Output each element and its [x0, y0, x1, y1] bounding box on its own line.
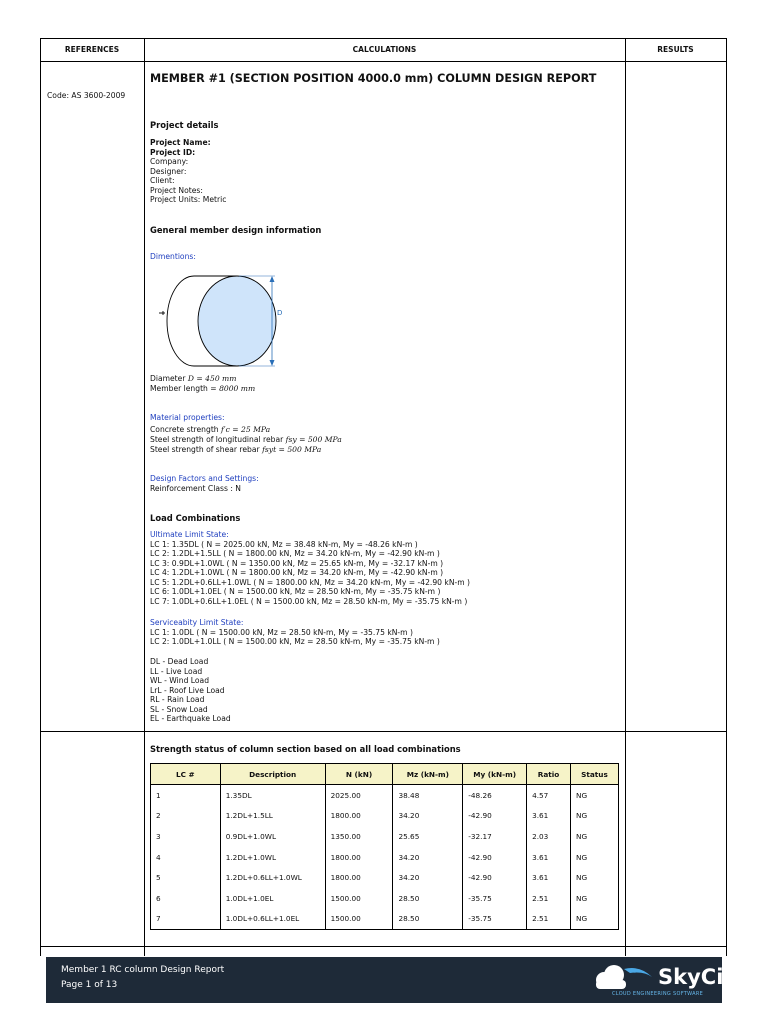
footer-page-number: Page 1 of 13: [61, 980, 118, 990]
grid-divider-results: [625, 38, 626, 956]
cell-lc: 7: [151, 909, 221, 930]
shear-rebar-value: fsyt = 500 MPa: [262, 445, 322, 454]
cell-my: -42.90: [463, 847, 527, 868]
cell-mz: 28.50: [393, 909, 463, 930]
sls-line: LC 1: 1.0DL ( N = 1500.00 kN, Mz = 28.50 kN-m, My = -35.75 kN-m ): [150, 627, 413, 637]
table-row: [151, 867, 619, 888]
cell-lc: 3: [151, 826, 221, 847]
designer-label: Designer:: [150, 166, 187, 176]
skyciv-logo-tagline: CLOUD ENGINEERING SOFTWARE: [612, 991, 704, 997]
cell-mz: 34.20: [393, 806, 463, 827]
cell-description: 1.2DL+1.0WL: [220, 847, 325, 868]
cell-mz: 38.48: [393, 785, 463, 806]
project-details-heading: Project details: [150, 120, 219, 130]
column-header-status: Status: [570, 764, 618, 785]
dimentions-label: Dimentions:: [150, 252, 196, 261]
cell-my: -42.90: [463, 806, 527, 827]
cell-n: 1350.00: [325, 826, 393, 847]
grid-bottom-rule: [40, 946, 727, 947]
member-length-line: [150, 384, 255, 394]
cell-mz: 34.20: [393, 847, 463, 868]
cell-lc: 5: [151, 867, 221, 888]
cell-my: -35.75: [463, 909, 527, 930]
reinforcement-class: Reinforcement Class : N: [150, 484, 241, 493]
diameter-line: [150, 374, 236, 384]
concrete-strength-line: [150, 425, 270, 435]
long-rebar-value: fsy = 500 MPa: [285, 435, 342, 444]
load-legend-item: LrL - Roof Live Load: [150, 685, 225, 695]
cell-description: 1.2DL+1.5LL: [220, 806, 325, 827]
cell-ratio: 2.03: [527, 826, 571, 847]
concrete-strength-prefix: Concrete strength: [150, 425, 219, 434]
table-header-row: [151, 764, 619, 785]
long-rebar-prefix: Steel strength of longitudinal rebar: [150, 435, 284, 444]
cell-lc: 4: [151, 847, 221, 868]
cell-status: NG: [570, 888, 618, 909]
load-legend-item: EL - Earthquake Load: [150, 714, 231, 723]
cell-description: 1.0DL+0.6LL+1.0EL: [220, 909, 325, 930]
company-label: Company:: [150, 157, 189, 166]
table-row: [151, 909, 619, 930]
cell-my: -48.26: [463, 785, 527, 806]
cell-ratio: 4.57: [527, 785, 571, 806]
cell-my: -42.90: [463, 867, 527, 888]
project-name-label: Project Name:: [150, 138, 211, 147]
project-notes-label: Project Notes:: [150, 185, 203, 195]
uls-heading: Ultimate Limit State:: [150, 530, 229, 539]
column-header-ratio: Ratio: [527, 764, 571, 785]
cell-n: 1800.00: [325, 847, 393, 868]
cell-status: NG: [570, 867, 618, 888]
grid-border-left: [40, 38, 41, 956]
cell-ratio: 2.51: [527, 909, 571, 930]
cell-status: NG: [570, 847, 618, 868]
material-heading: Material properties:: [150, 413, 225, 422]
design-factors-heading: Design Factors and Settings:: [150, 474, 259, 483]
load-legend-item: RL - Rain Load: [150, 695, 205, 704]
cell-status: NG: [570, 909, 618, 930]
uls-line: LC 5: 1.2DL+0.6LL+1.0WL ( N = 1800.00 kN, Mz = 34.20 kN-m, My = -42.90 kN-m ): [150, 577, 471, 587]
member-length-value: 8000 mm: [219, 384, 256, 393]
load-legend-item: SL - Snow Load: [150, 704, 208, 714]
cell-status: NG: [570, 785, 618, 806]
cell-description: 0.9DL+1.0WL: [220, 826, 325, 847]
footer-report-name: Member 1 RC column Design Report: [61, 965, 225, 975]
uls-line: LC 1: 1.35DL ( N = 2025.00 kN, Mz = 38.48 kN-m, My = -48.26 kN-m ): [150, 539, 418, 549]
grid-border-right: [726, 38, 727, 956]
cell-n: 1800.00: [325, 806, 393, 827]
code-reference: Code: AS 3600-2009: [47, 91, 126, 100]
project-units-label: Project Units: Metric: [150, 195, 227, 204]
cell-my: -32.17: [463, 826, 527, 847]
table-row: [151, 826, 619, 847]
cell-ratio: 3.61: [527, 847, 571, 868]
cell-description: 1.0DL+1.0EL: [220, 888, 325, 909]
cell-lc: 6: [151, 888, 221, 909]
references-header: REFERENCES: [64, 45, 120, 54]
cell-ratio: 3.61: [527, 867, 571, 888]
column-section-diagram: [150, 266, 300, 374]
table-row: [151, 888, 619, 909]
project-id-label: Project ID:: [150, 147, 196, 157]
column-cross-section: [198, 276, 276, 366]
page-footer: [46, 957, 738, 1003]
shear-rebar-prefix: Steel strength of shear rebar: [150, 445, 260, 454]
header-bottom-rule: [40, 61, 727, 62]
strength-status-heading: Strength status of column section based on all load combinations: [150, 744, 461, 754]
column-header-description: Description: [220, 764, 325, 785]
uls-line: LC 6: 1.0DL+1.0EL ( N = 1500.00 kN, Mz = 28.50 kN-m, My = -35.75 kN-m ): [150, 587, 441, 596]
strength-status-table: [150, 763, 619, 930]
cell-n: 1800.00: [325, 867, 393, 888]
cell-my: -35.75: [463, 888, 527, 909]
cell-lc: 2: [151, 806, 221, 827]
section-divider-rule: [40, 731, 727, 732]
column-header-mz: Mz (kN-m): [393, 764, 463, 785]
cell-status: NG: [570, 826, 618, 847]
cell-n: 1500.00: [325, 909, 393, 930]
table-row: [151, 785, 619, 806]
cell-n: 2025.00: [325, 785, 393, 806]
calculations-header: CALCULATIONS: [352, 45, 417, 54]
dimension-arrow-top: [270, 276, 275, 282]
report-title: MEMBER #1 (SECTION POSITION 4000.0 mm) COLUMN DESIGN REPORT: [150, 72, 597, 85]
cell-mz: 34.20: [393, 867, 463, 888]
concrete-strength-value: f′c = 25 MPa: [221, 425, 271, 434]
uls-line: LC 3: 0.9DL+1.0WL ( N = 1350.00 kN, Mz = 25.65 kN-m, My = -32.17 kN-m ): [150, 558, 444, 568]
table-row: [151, 847, 619, 868]
cell-mz: 28.50: [393, 888, 463, 909]
cell-description: 1.2DL+0.6LL+1.0WL: [220, 867, 325, 888]
load-legend-item: LL - Live Load: [150, 666, 203, 676]
column-header-my: My (kN-m): [463, 764, 527, 785]
column-header-lc: LC #: [151, 764, 221, 785]
shear-rebar-line: [150, 445, 321, 455]
diameter-value: D = 450 mm: [187, 374, 237, 383]
long-rebar-line: [150, 435, 342, 445]
cell-mz: 25.65: [393, 826, 463, 847]
skyciv-cloud-icon: [590, 963, 656, 991]
member-length-prefix: Member length =: [150, 384, 217, 393]
cell-ratio: 2.51: [527, 888, 571, 909]
cell-ratio: 3.61: [527, 806, 571, 827]
table-row: [151, 806, 619, 827]
sls-line: LC 2: 1.0DL+1.0LL ( N = 1500.00 kN, Mz = 28.50 kN-m, My = -35.75 kN-m ): [150, 637, 440, 646]
cell-lc: 1: [151, 785, 221, 806]
load-legend-item: DL - Dead Load: [150, 657, 209, 666]
load-combinations-heading: Load Combinations: [150, 513, 241, 523]
general-info-heading: General member design information: [150, 225, 322, 235]
cell-description: 1.35DL: [220, 785, 325, 806]
diameter-label: D: [277, 309, 283, 317]
diameter-prefix: Diameter: [150, 374, 186, 383]
grid-divider-references: [144, 38, 145, 956]
load-legend-item: WL - Wind Load: [150, 676, 210, 685]
uls-line: LC 7: 1.0DL+0.6LL+1.0EL ( N = 1500.00 kN, Mz = 28.50 kN-m, My = -35.75 kN-m ): [150, 596, 468, 606]
uls-line: LC 2: 1.2DL+1.5LL ( N = 1800.00 kN, Mz = 34.20 kN-m, My = -42.90 kN-m ): [150, 549, 440, 558]
skyciv-logo-text: SkyCiv: [658, 965, 738, 989]
sls-heading: Serviceabity Limit State:: [150, 618, 244, 627]
dimension-arrow-bottom: [270, 360, 275, 366]
results-header: RESULTS: [657, 45, 694, 54]
cell-n: 1500.00: [325, 888, 393, 909]
client-label: Client:: [150, 176, 175, 185]
cell-status: NG: [570, 806, 618, 827]
column-header-n: N (kN): [325, 764, 393, 785]
uls-line: LC 4: 1.2DL+1.0WL ( N = 1800.00 kN, Mz = 34.20 kN-m, My = -42.90 kN-m ): [150, 568, 444, 577]
